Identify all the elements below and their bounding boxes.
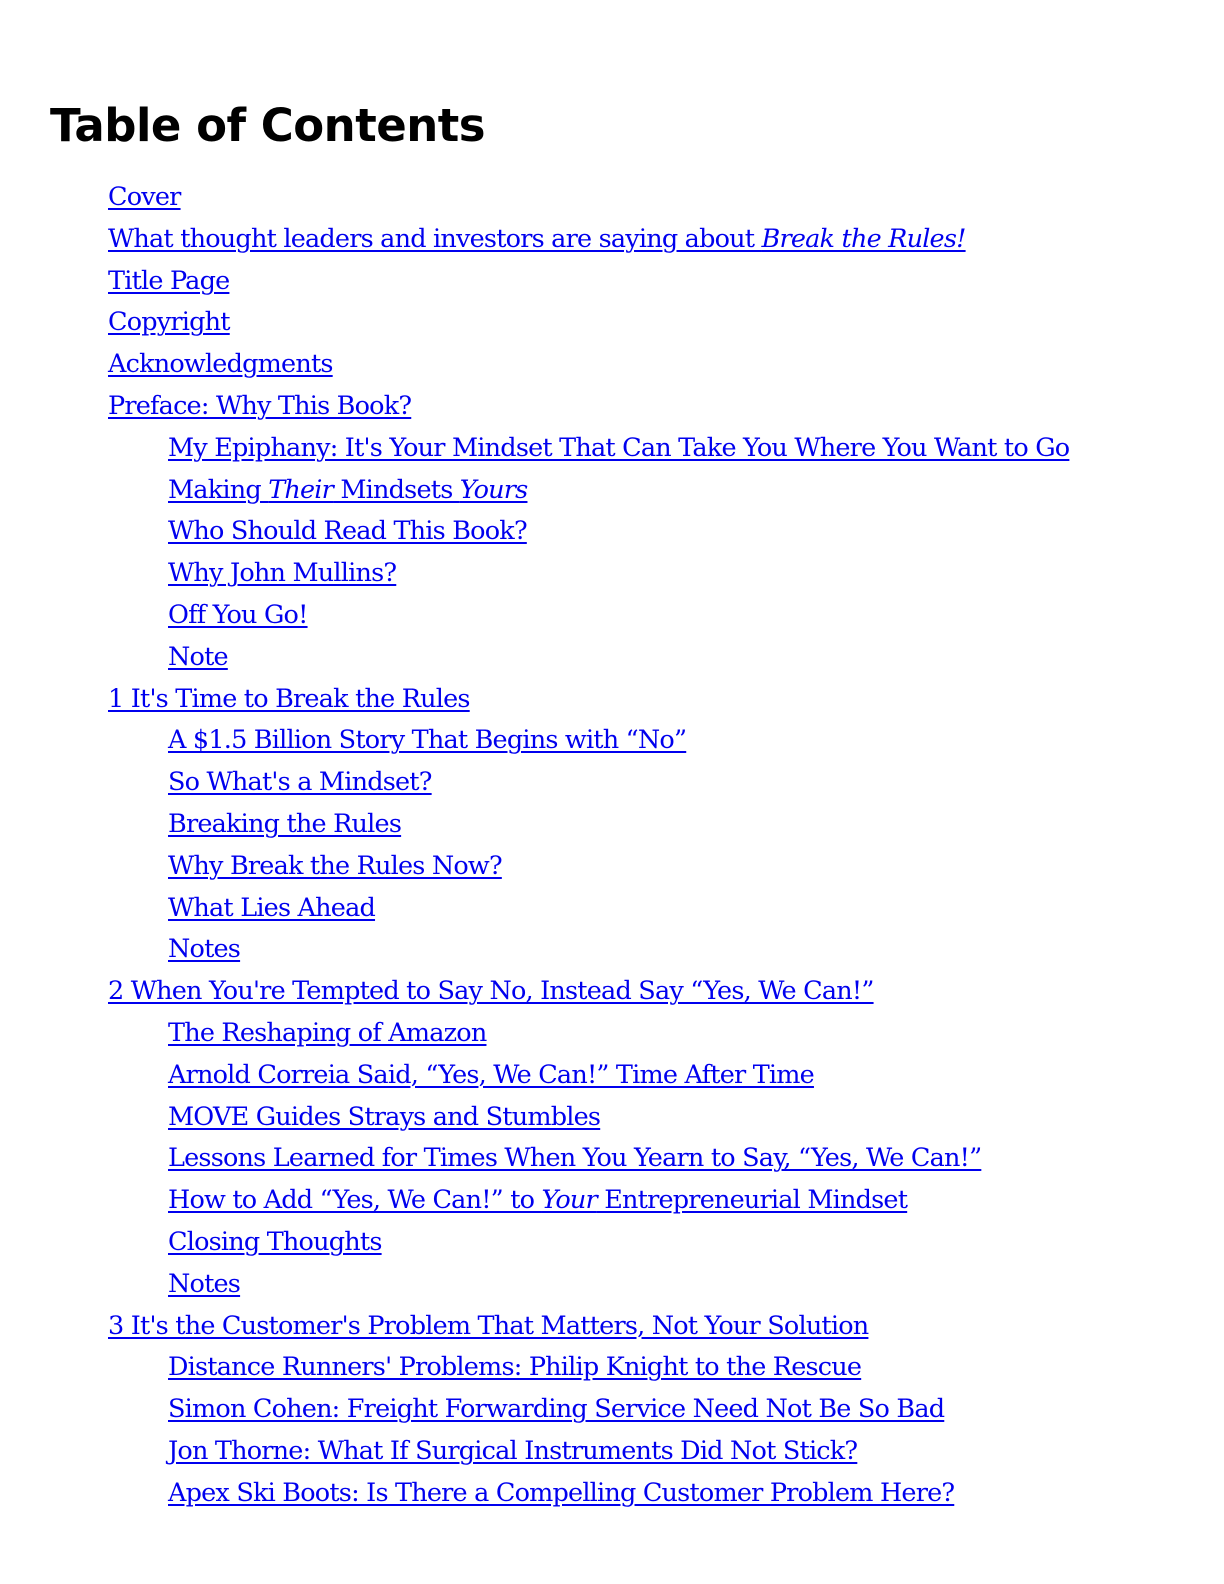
toc-entry (0, 720, 1224, 762)
toc-entry (0, 846, 1224, 888)
toc-link-section[interactable] (168, 1018, 486, 1048)
toc-entry (0, 888, 1224, 930)
toc-link-chapter[interactable] (108, 266, 229, 296)
toc-link-text: Apex Ski Boots: Is There a Compelling Customer Problem Here? (168, 1477, 955, 1508)
toc-entry (0, 679, 1224, 721)
toc-link-chapter[interactable] (108, 349, 333, 379)
toc-link-section[interactable] (168, 1227, 382, 1257)
toc-link-text: Mindsets (333, 474, 460, 505)
toc-entry (0, 511, 1224, 553)
toc-link-chapter[interactable] (108, 391, 411, 421)
toc-link-section[interactable] (168, 475, 527, 505)
toc-link-text: Who Should Read This Book? (168, 516, 527, 547)
toc-link-chapter[interactable] (108, 976, 874, 1006)
toc-link-section[interactable] (168, 516, 527, 546)
toc-link-chapter[interactable] (108, 684, 470, 714)
toc-link-section[interactable] (168, 1478, 954, 1508)
toc-link-text: Why Break the Rules Now? (168, 850, 502, 881)
toc-entry (0, 971, 1224, 1013)
toc-link-text: Acknowledgments (108, 349, 333, 380)
toc-link-section[interactable] (168, 725, 686, 755)
toc-link-chapter[interactable] (108, 1311, 868, 1341)
toc-entry (0, 470, 1224, 512)
toc-link-text: Simon Cohen: Freight Forwarding Service Need Not Be So Bad (168, 1394, 945, 1425)
toc-link-text: Note (168, 641, 228, 672)
toc-link-text-italic: Yours (459, 474, 528, 505)
toc-link-section[interactable] (168, 851, 502, 881)
toc-link-text: Making (168, 474, 269, 505)
toc-list (0, 177, 1224, 1515)
toc-entry (0, 1306, 1224, 1348)
toc-link-text: Jon Thorne: What If Surgical Instruments Did Not Stick? (168, 1435, 858, 1466)
toc-link-text-italic: Their (268, 474, 334, 505)
toc-link-text: The Reshaping of Amazon (168, 1017, 487, 1048)
toc-link-text: Why John Mullins? (168, 558, 397, 589)
toc-entry (0, 1431, 1224, 1473)
toc-link-section[interactable] (168, 1352, 861, 1382)
toc-link-text-italic: Break the Rules! (761, 223, 966, 254)
toc-link-text: MOVE Guides Strays and Stumbles (168, 1101, 601, 1132)
toc-entry (0, 595, 1224, 637)
page-title: Table of Contents (50, 99, 486, 152)
toc-link-text: Entrepreneurial Mindset (596, 1185, 908, 1216)
toc-entry (0, 1264, 1224, 1306)
toc-entry (0, 1389, 1224, 1431)
toc-entry (0, 1097, 1224, 1139)
toc-link-section[interactable] (168, 433, 1069, 463)
toc-link-section[interactable] (168, 642, 228, 672)
toc-link-text: Title Page (108, 265, 230, 296)
toc-entry (0, 929, 1224, 971)
toc-link-section[interactable] (168, 1394, 944, 1424)
toc-entry (0, 762, 1224, 804)
toc-link-section[interactable] (168, 1143, 981, 1173)
toc-link-text: My Epiphany: It's Your Mindset That Can Take You Where You Want to Go (168, 432, 1070, 463)
toc-entry (0, 261, 1224, 303)
toc-entry (0, 1013, 1224, 1055)
toc-entry (0, 1180, 1224, 1222)
toc-link-section[interactable] (168, 1436, 857, 1466)
toc-entry (0, 637, 1224, 679)
toc-link-text: What Lies Ahead (168, 892, 376, 923)
toc-link-text: Preface: Why This Book? (108, 390, 412, 421)
toc-entry (0, 344, 1224, 386)
toc-link-section[interactable] (168, 1269, 240, 1299)
toc-link-text: Arnold Correia Said, “Yes, We Can!” Time After Time (168, 1059, 814, 1090)
toc-link-text: 2 When You're Tempted to Say No, Instead Say “Yes, We Can!” (108, 976, 874, 1007)
toc-entry (0, 1222, 1224, 1264)
toc-entry (0, 1138, 1224, 1180)
toc-link-section[interactable] (168, 893, 375, 923)
toc-entry (0, 553, 1224, 595)
toc-link-text: A $1.5 Billion Story That Begins with “No” (168, 725, 687, 756)
toc-link-section[interactable] (168, 558, 396, 588)
toc-link-section[interactable] (168, 767, 432, 797)
toc-link-text: Notes (168, 1268, 241, 1299)
toc-entry (0, 177, 1224, 219)
toc-link-text: Notes (168, 934, 241, 965)
toc-entry (0, 1055, 1224, 1097)
toc-entry (0, 219, 1224, 261)
toc-link-text-italic: Your (541, 1185, 597, 1216)
toc-link-chapter[interactable] (108, 224, 966, 254)
toc-entry (0, 1473, 1224, 1515)
toc-entry (0, 804, 1224, 846)
toc-link-chapter[interactable] (108, 307, 230, 337)
toc-entry (0, 1347, 1224, 1389)
toc-link-text: Cover (108, 182, 181, 212)
toc-entry (0, 428, 1224, 470)
toc-link-section[interactable] (168, 1060, 814, 1090)
toc-entry (0, 386, 1224, 428)
toc-link-section[interactable] (168, 934, 240, 964)
toc-link-text: Off You Go! (168, 599, 308, 630)
toc-link-chapter[interactable] (108, 182, 181, 212)
toc-link-text: So What's a Mindset? (168, 767, 432, 798)
toc-link-section[interactable] (168, 1102, 600, 1132)
toc-link-text: Copyright (108, 307, 230, 338)
toc-link-text: Distance Runners' Problems: Philip Knight to the Rescue (168, 1352, 862, 1383)
toc-link-text: 1 It's Time to Break the Rules (108, 683, 470, 714)
toc-link-section[interactable] (168, 600, 308, 630)
toc-link-section[interactable] (168, 1185, 907, 1215)
toc-entry (0, 302, 1224, 344)
toc-link-text: Lessons Learned for Times When You Yearn to Say, “Yes, We Can!” (168, 1143, 982, 1174)
toc-link-section[interactable] (168, 809, 401, 839)
toc-link-text: Closing Thoughts (168, 1226, 382, 1257)
toc-link-text: Breaking the Rules (168, 808, 402, 839)
toc-link-text: 3 It's the Customer's Problem That Matters, Not Your Solution (108, 1310, 869, 1341)
toc-link-text: How to Add “Yes, We Can!” to (168, 1185, 542, 1216)
toc-link-text: What thought leaders and investors are saying about (108, 223, 762, 254)
